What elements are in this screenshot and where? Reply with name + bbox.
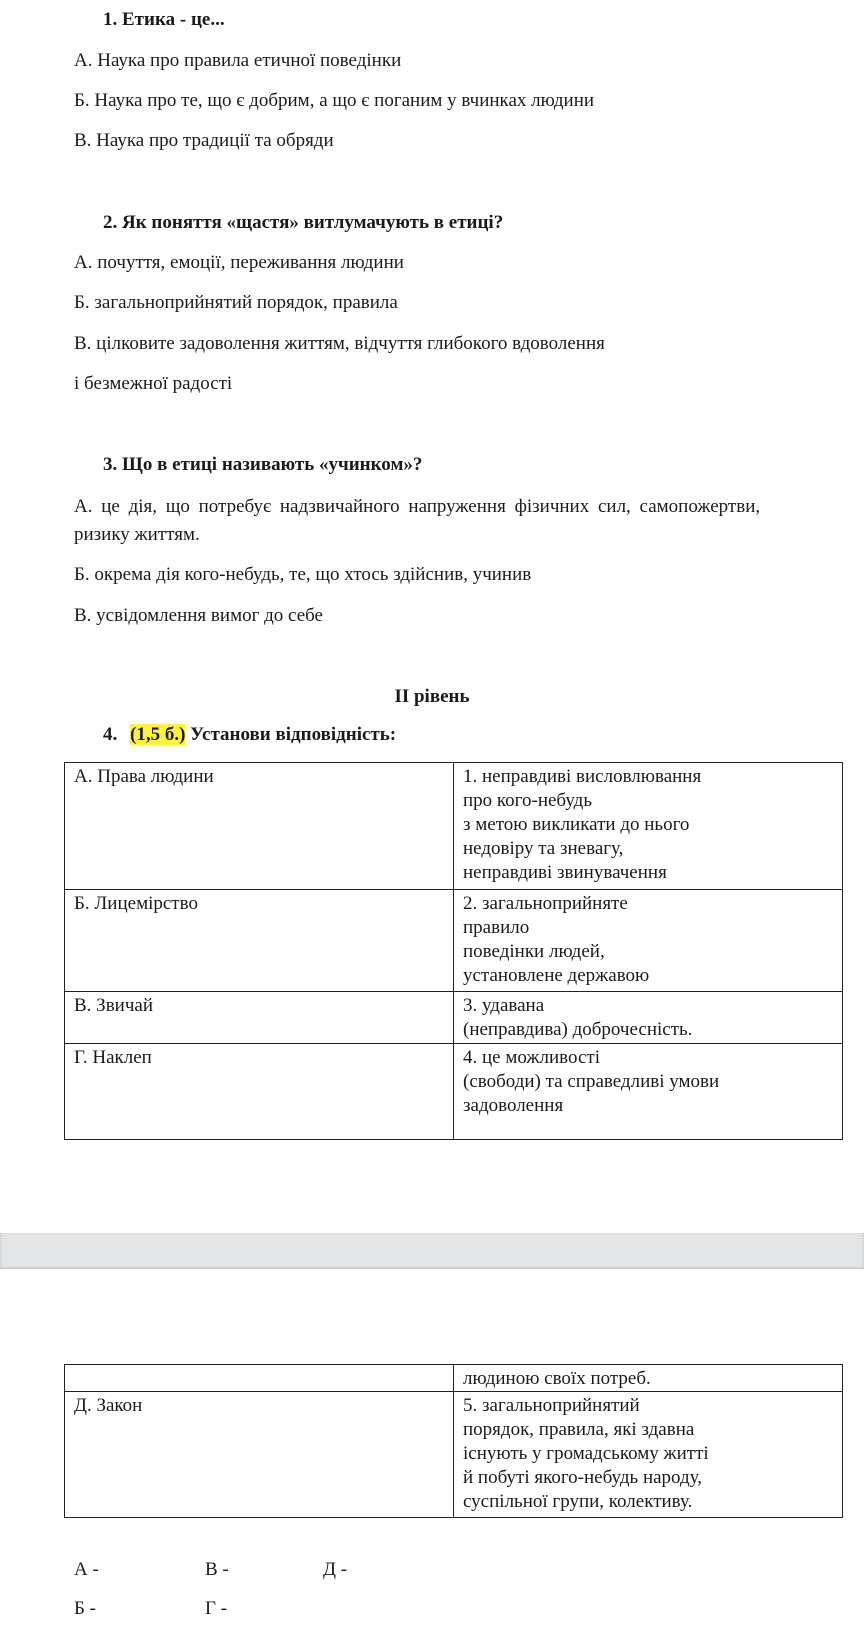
answer-g: Г - [205, 1598, 228, 1619]
question-2-option-b: Б. загальноприйнятий порядок, правила [74, 292, 398, 313]
table-cell-line: 4. це можливості [463, 1047, 601, 1068]
table-cell-right [454, 1365, 843, 1392]
table-row [65, 890, 843, 992]
matching-table-part-1 [64, 762, 843, 1140]
table-row [65, 763, 843, 890]
table-cell-line: правило [463, 917, 530, 938]
level-heading: ІІ рівень [394, 686, 470, 707]
table-cell-line: 3. удавана [463, 995, 545, 1016]
answer-a: А - [74, 1559, 99, 1580]
table-cell-left: А. Права людини [65, 763, 454, 890]
question-2-title: 2. Як поняття «щастя» витлумачують в етиці? [103, 212, 504, 233]
table-cell-right [454, 1392, 843, 1518]
table-cell-left: Г. Наклеп [65, 1044, 454, 1140]
question-1-option-a: А. Наука про правила етичної поведінки [74, 50, 402, 71]
table-cell-line: й побуті якого-небудь народу, [463, 1467, 703, 1488]
table-cell-right [454, 1044, 843, 1140]
table-cell-left: Б. Лицемірство [65, 890, 454, 992]
question-3-option-a: А. це дія, що потребує надзвичайного напруження фізичних сил, самопожертви, [74, 496, 761, 517]
table-cell-right [454, 992, 843, 1044]
question-4-points: (1,5 б.) [130, 724, 186, 745]
question-1-option-b: Б. Наука про те, що є добрим, а що є поганим у вчинках людини [74, 90, 595, 111]
matching-table-part-2 [64, 1364, 843, 1518]
question-1-title: 1. Етика - це... [103, 9, 225, 30]
question-3-option-b: Б. окрема дія кого-небудь, те, що хтось здійснив, учинив [74, 564, 532, 585]
answer-v: В - [205, 1559, 229, 1580]
question-2-option-c: В. цілковите задоволення життям, відчуття глибокого вдоволення [74, 333, 605, 354]
table-row [65, 1392, 843, 1518]
question-3-title: 3. Що в етиці називають «учинком»? [103, 454, 423, 475]
table-cell-line: установлене державою [463, 965, 650, 986]
question-4-title [103, 724, 396, 746]
table-cell-left: Д. Закон [65, 1392, 454, 1518]
table-cell-line: суспільної групи, колективу. [463, 1491, 693, 1512]
table-cell-line: (свободи) та справедливі умови [463, 1071, 720, 1092]
answer-d: Д - [323, 1559, 348, 1580]
question-4-number: 4. [103, 724, 118, 745]
table-cell-line: 2. загальноприйняте [463, 893, 628, 914]
table-cell-line: з метою викликати до нього [463, 814, 690, 835]
table-cell-line: порядок, правила, які здавна [463, 1419, 695, 1440]
question-4-text: Установи відповідність: [190, 724, 397, 745]
question-3-option-c: В. усвідомлення вимог до себе [74, 605, 323, 626]
table-cell-line: існують у громадському житті [463, 1443, 709, 1464]
table-cell-left: В. Звичай [65, 992, 454, 1044]
table-cell-left [65, 1365, 454, 1392]
page-separator [0, 1233, 864, 1269]
table-cell-line: недовіру та зневагу, [463, 838, 624, 859]
question-2-option-a: А. почуття, емоції, переживання людини [74, 252, 404, 273]
table-cell-right [454, 763, 843, 890]
table-row [65, 1044, 843, 1140]
table-row [65, 1365, 843, 1392]
table-cell-line: 5. загальноприйнятий [463, 1395, 640, 1416]
table-cell-line: неправдиві звинувачення [463, 862, 667, 883]
table-cell-line: задоволення [463, 1095, 564, 1116]
table-cell-line: поведінки людей, [463, 941, 605, 962]
table-cell-right [454, 890, 843, 992]
table-cell-line: 1. неправдиві висловлювання [463, 766, 702, 787]
table-cell-line: про кого-небудь [463, 790, 593, 811]
table-cell-line: (неправдива) доброчесність. [463, 1019, 693, 1040]
question-3-option-a-cont: ризику життям. [74, 524, 200, 545]
answer-b: Б - [74, 1598, 96, 1619]
question-1-option-c: В. Наука про традиції та обряди [74, 130, 334, 151]
table-cell-line: людиною своїх потреб. [463, 1368, 651, 1389]
table-row [65, 992, 843, 1044]
question-2-option-c-cont: і безмежної радості [74, 373, 233, 394]
